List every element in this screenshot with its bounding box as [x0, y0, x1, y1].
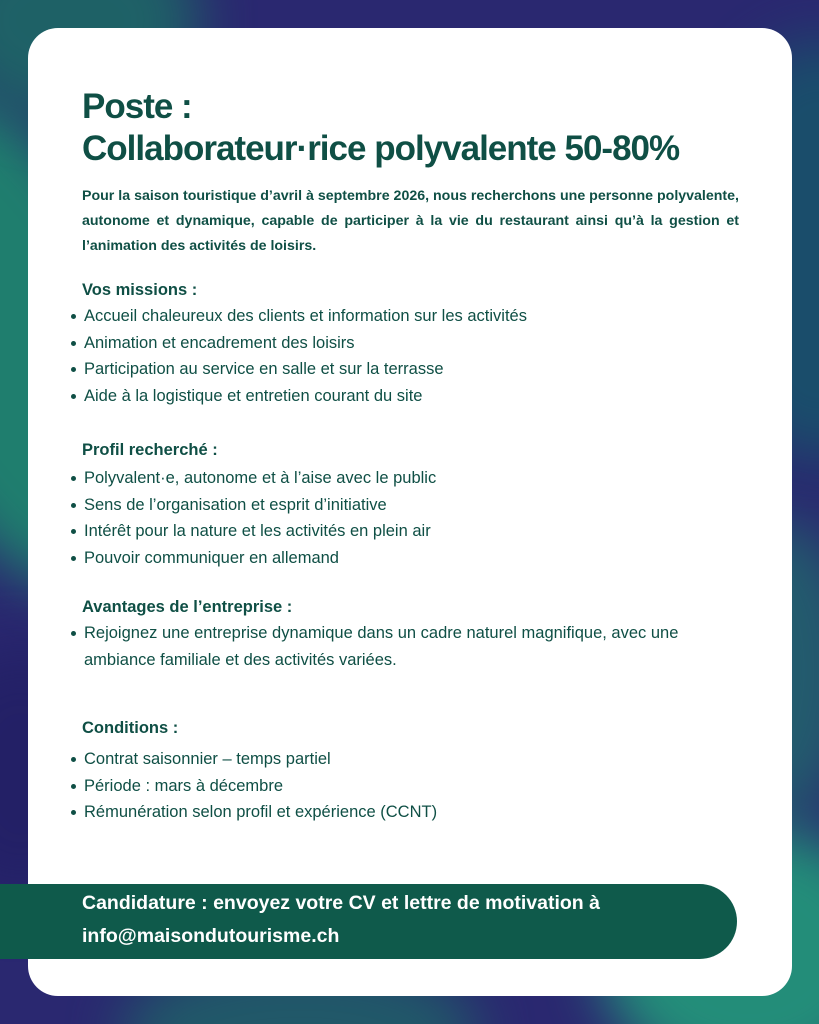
missions-heading: Vos missions : — [82, 281, 198, 299]
job-title — [82, 86, 679, 170]
missions-list — [67, 303, 747, 409]
intro-paragraph: Pour la saison touristique d’avril à septembre 2026, nous recherchons une personne polyvalente, autonome et dynamique, capable de participer à la vie du restaurant ainsi qu’à la gestion et l’animation des activités de loisirs. — [82, 188, 739, 254]
list-item: Contrat saisonnier – temps partiel — [67, 746, 747, 773]
list-item: Période : mars à décembre — [67, 773, 747, 800]
profile-heading: Profil recherché : — [82, 441, 218, 459]
title-line-2: Collaborateur·rice polyvalente 50-80% — [82, 129, 680, 168]
list-item: Rémunération selon profil et expérience (CCNT) — [67, 799, 747, 826]
application-text: Candidature : envoyez votre CV et lettre de motivation à — [82, 892, 600, 914]
conditions-list — [67, 746, 747, 826]
list-item: Pouvoir communiquer en allemand — [67, 545, 747, 572]
list-item: Rejoignez une entreprise dynamique dans un cadre naturel magnifique, avec une ambiance familiale et des activités variées. — [67, 620, 717, 673]
conditions-heading: Conditions : — [82, 719, 179, 737]
advantages-heading: Avantages de l’entreprise : — [82, 598, 293, 616]
list-item: Intérêt pour la nature et les activités en plein air — [67, 518, 747, 545]
list-item: Animation et encadrement des loisirs — [67, 330, 747, 357]
list-item: Participation au service en salle et sur la terrasse — [67, 356, 747, 383]
title-line-1: Poste : — [82, 87, 192, 126]
list-item: Sens de l’organisation et esprit d’initiative — [67, 492, 747, 519]
list-item: Polyvalent·e, autonome et à l’aise avec le public — [67, 465, 747, 492]
advantages-list — [67, 620, 717, 673]
list-item: Accueil chaleureux des clients et information sur les activités — [67, 303, 747, 330]
profile-list — [67, 465, 747, 571]
list-item: Aide à la logistique et entretien courant du site — [67, 383, 747, 410]
contact-email[interactable]: info@maisondutourisme.ch — [82, 925, 340, 947]
